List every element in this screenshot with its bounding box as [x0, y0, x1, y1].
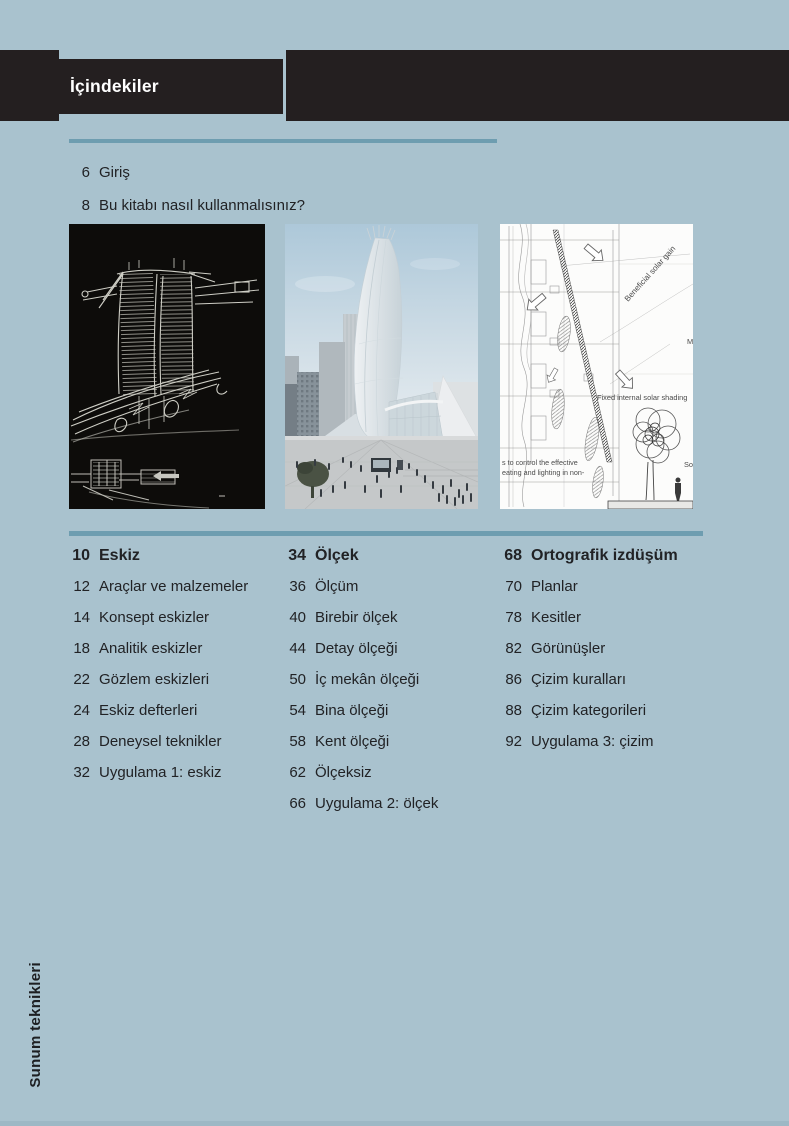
toc-column-olcek: [278, 540, 438, 819]
toc-item-page: 70: [505, 578, 522, 595]
toc-item[interactable]: [62, 695, 248, 726]
toc-item-page: 8: [81, 197, 90, 214]
toc-item-label: Deneysel teknikler: [99, 733, 222, 750]
toc-item-page: 22: [73, 671, 90, 688]
toc-item-label: Kent ölçeği: [315, 733, 390, 750]
figure-solar-diagram: [500, 224, 693, 509]
toc-item[interactable]: [278, 571, 438, 602]
toc-item-page: 40: [289, 609, 306, 626]
toc-item[interactable]: [278, 695, 438, 726]
annotation-note-1: s to control the effective: [502, 458, 578, 467]
figure-strip: [0, 224, 789, 509]
toc-item-page: 32: [73, 764, 90, 781]
toc-item-label: Ortografik izdüşüm: [531, 546, 678, 564]
toc-item-page: 88: [505, 702, 522, 719]
toc-item-label: Kesitler: [531, 609, 582, 626]
toc-item[interactable]: [494, 695, 678, 726]
toc-item-page: 68: [504, 546, 522, 564]
toc-item-page: 50: [289, 671, 306, 688]
toc-item-page: 66: [289, 795, 306, 812]
toc-item-page: 24: [73, 702, 90, 719]
toc-item-label: Çizim kategorileri: [531, 702, 647, 719]
toc-item-page: 14: [73, 609, 90, 626]
toc-item-page: 34: [288, 546, 306, 564]
bottom-edge-strip: [0, 1121, 789, 1126]
page-title: İçindekiler: [70, 76, 159, 96]
toc-item-page: 54: [289, 702, 306, 719]
figure-tower-render: [285, 224, 478, 509]
toc-item[interactable]: [278, 664, 438, 695]
toc-item-label: Uygulama 1: eskiz: [99, 764, 222, 781]
toc-item-page: 18: [73, 640, 90, 657]
toc-item-page: 58: [289, 733, 306, 750]
toc-item-page: 10: [72, 546, 90, 564]
toc-item-label: İç mekân ölçeği: [315, 671, 420, 688]
toc-item-label: Görünüşler: [531, 640, 606, 657]
toc-item-label: Gözlem eskizleri: [99, 671, 210, 688]
toc-item-page: 86: [505, 671, 522, 688]
toc-item[interactable]: [278, 602, 438, 633]
toc-item-label: Uygulama 2: ölçek: [315, 795, 439, 812]
toc-section-heading[interactable]: [278, 540, 438, 571]
toc-item[interactable]: [62, 571, 248, 602]
toc-item-label: Bu kitabı nasıl kullanmalısınız?: [99, 197, 305, 214]
toc-item-page: 62: [289, 764, 306, 781]
toc-item-label: Çizim kuralları: [531, 671, 627, 688]
toc-item[interactable]: [278, 633, 438, 664]
toc-item-label: Planlar: [531, 578, 578, 595]
toc-item[interactable]: [62, 602, 248, 633]
toc-column-eskiz: [62, 540, 248, 788]
toc-item-label: Eskiz: [99, 546, 140, 564]
toc-item[interactable]: [278, 726, 438, 757]
annotation-right-fragment: So: [684, 460, 693, 469]
toc-item-label: Uygulama 3: çizim: [531, 733, 654, 750]
toc-item-label: Bina ölçeği: [315, 702, 389, 719]
plaza: [285, 436, 478, 509]
solar-diagram-image: [500, 224, 693, 509]
page-title-box: [59, 59, 283, 114]
header-band-right: [286, 50, 789, 121]
toc-intro-item[interactable]: [62, 189, 305, 222]
concept-sketch-image: [69, 224, 265, 509]
toc-item-page: 78: [505, 609, 522, 626]
tower-render-image: [285, 224, 478, 509]
toc-item-page: 44: [289, 640, 306, 657]
toc-item[interactable]: [278, 757, 438, 788]
chapter-vertical-label: Sunum teknikleri: [27, 962, 44, 1088]
annotation-shading: Fixed internal solar shading: [597, 393, 688, 402]
toc-item[interactable]: [494, 571, 678, 602]
toc-item[interactable]: [62, 726, 248, 757]
toc-item[interactable]: [494, 633, 678, 664]
divider-middle: [69, 531, 703, 536]
divider-top: [69, 139, 497, 143]
annotation-note-2: eating and lighting in non-: [502, 468, 585, 477]
toc-item-label: Ölçek: [315, 546, 359, 564]
toc-column-ortografik: [494, 540, 678, 757]
toc-item[interactable]: [278, 788, 438, 819]
header-band-left: [0, 50, 59, 121]
toc-item-label: Eskiz defterleri: [99, 702, 198, 719]
toc-item[interactable]: [62, 757, 248, 788]
toc-item-page: 28: [73, 733, 90, 750]
toc-item[interactable]: [62, 664, 248, 695]
figure-concept-sketch: [69, 224, 265, 509]
toc-section-heading[interactable]: [62, 540, 248, 571]
toc-intro-item[interactable]: [62, 156, 305, 189]
toc-section-heading[interactable]: [494, 540, 678, 571]
annotation-mid-fragment: M: [687, 337, 693, 346]
toc-item-label: Ölçeksiz: [315, 764, 372, 781]
toc-item-page: 6: [81, 164, 90, 181]
toc-item-label: Araçlar ve malzemeler: [99, 578, 249, 595]
toc-item-page: 12: [73, 578, 90, 595]
toc-item-page: 82: [505, 640, 522, 657]
toc-item[interactable]: [494, 602, 678, 633]
toc-item[interactable]: [494, 726, 678, 757]
toc-item-label: Birebir ölçek: [315, 609, 398, 626]
toc-item-label: Ölçüm: [315, 578, 359, 595]
annotation-solar-gain: Beneficial solar gain: [622, 244, 678, 304]
toc-item[interactable]: [62, 633, 248, 664]
toc-item-page: 36: [289, 578, 306, 595]
toc-item-label: Konsept eskizler: [99, 609, 210, 626]
toc-item-label: Giriş: [99, 164, 130, 181]
intro-list: [62, 156, 305, 222]
toc-item-page: 92: [505, 733, 522, 750]
toc-item[interactable]: [494, 664, 678, 695]
toc-item-label: Detay ölçeği: [315, 640, 398, 657]
toc-item-label: Analitik eskizler: [99, 640, 203, 657]
